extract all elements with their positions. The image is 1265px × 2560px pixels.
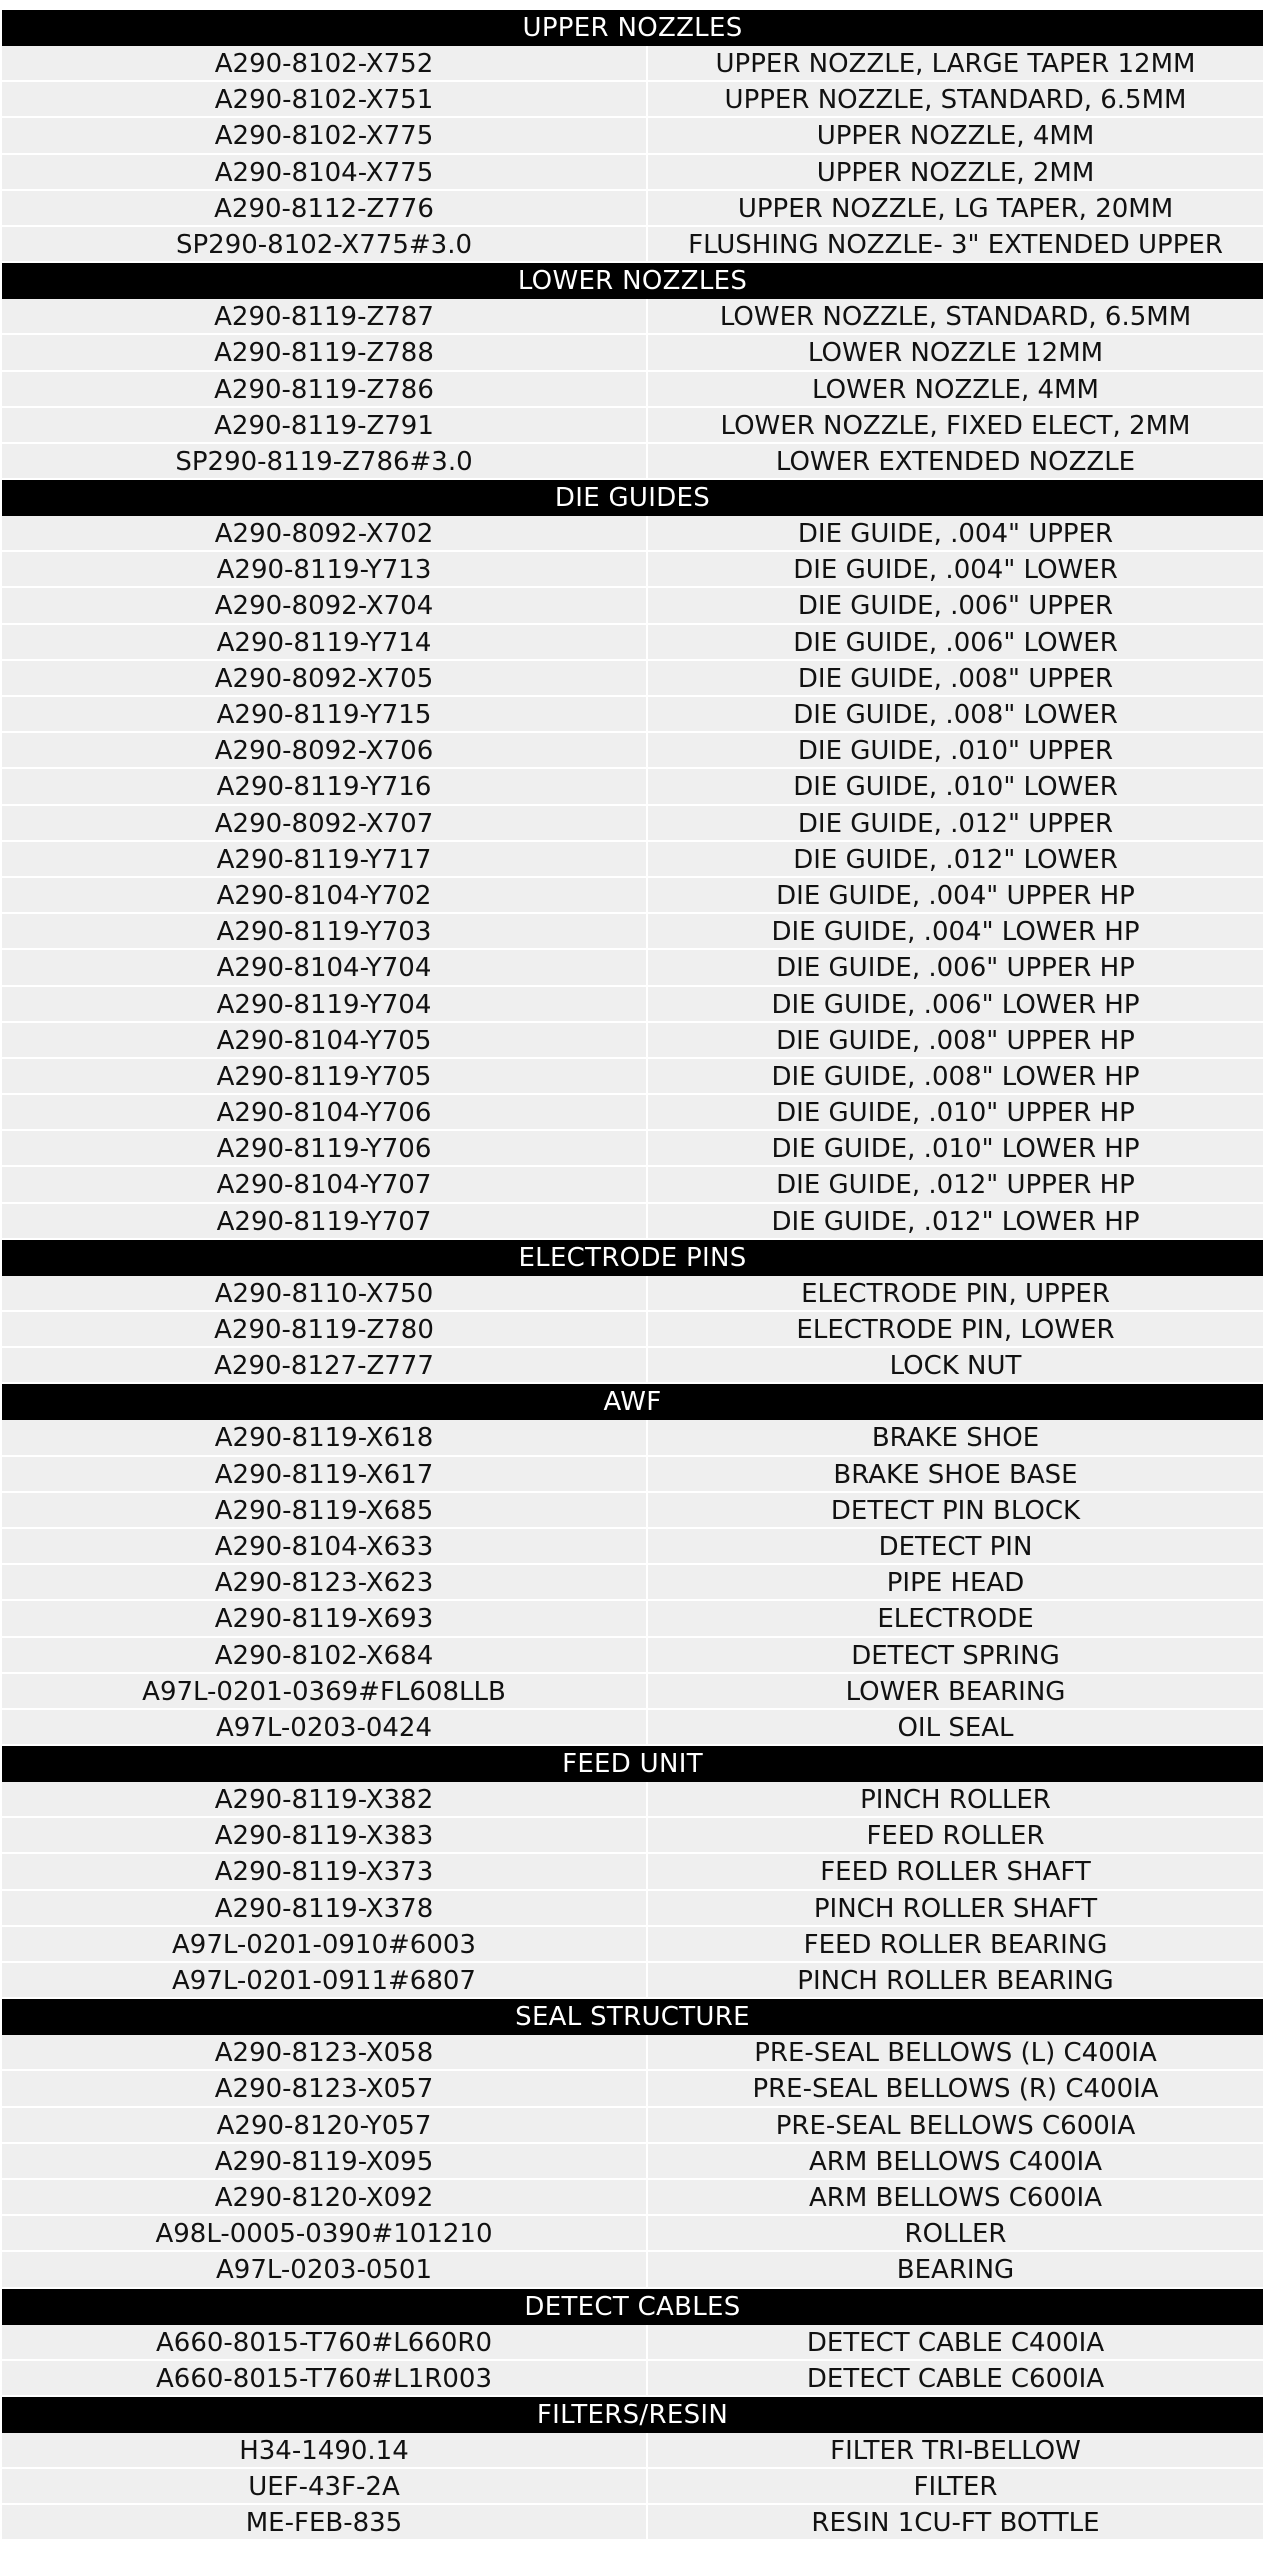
description-cell: LOWER NOZZLE 12MM bbox=[807, 338, 1104, 369]
description-cell: ELECTRODE bbox=[877, 1604, 1034, 1635]
description-cell: PRE-SEAL BELLOWS (R) C400IA bbox=[752, 2074, 1159, 2105]
description-cell: FEED ROLLER bbox=[866, 1821, 1045, 1852]
part-number-cell: A290-8119-Z787 bbox=[2, 299, 648, 333]
section-header: FEED UNIT bbox=[2, 1746, 1263, 1782]
part-number-cell: A290-8123-X057 bbox=[2, 2071, 648, 2105]
section-awf bbox=[2, 1384, 1263, 1746]
description-cell: DIE GUIDE, .008" UPPER bbox=[797, 663, 1114, 694]
part-number-cell: A97L-0203-0501 bbox=[2, 2252, 648, 2286]
description-cell: ELECTRODE PIN, UPPER bbox=[801, 1278, 1110, 1309]
table-row bbox=[2, 661, 1263, 697]
part-number-cell: A290-8119-Y715 bbox=[2, 697, 648, 731]
section-detect-cables bbox=[2, 2289, 1263, 2397]
description-cell: DIE GUIDE, .012" UPPER bbox=[797, 808, 1114, 839]
table-row bbox=[2, 1023, 1263, 1059]
description-cell: LOWER NOZZLE, STANDARD, 6.5MM bbox=[719, 302, 1192, 333]
section-seal-structure bbox=[2, 1999, 1263, 2288]
description-cell: LOWER BEARING bbox=[845, 1676, 1066, 1707]
table-row bbox=[2, 2361, 1263, 2397]
table-row bbox=[2, 2433, 1263, 2469]
table-row bbox=[2, 2035, 1263, 2071]
description-cell: DIE GUIDE, .012" LOWER HP bbox=[771, 1206, 1140, 1237]
part-number-cell: A97L-0203-0424 bbox=[2, 1710, 648, 1744]
part-number-cell: A290-8123-X623 bbox=[2, 1565, 648, 1599]
part-number-cell: A290-8127-Z777 bbox=[2, 1348, 648, 1382]
table-row bbox=[2, 1782, 1263, 1818]
table-row bbox=[2, 1131, 1263, 1167]
table-row bbox=[2, 408, 1263, 444]
section-header: UPPER NOZZLES bbox=[2, 10, 1263, 46]
table-row bbox=[2, 2252, 1263, 2288]
description-cell: PRE-SEAL BELLOWS (L) C400IA bbox=[754, 2038, 1157, 2069]
part-number-cell: A290-8119-X373 bbox=[2, 1854, 648, 1888]
part-number-cell: A660-8015-T760#L1R003 bbox=[2, 2361, 648, 2395]
table-row bbox=[2, 372, 1263, 408]
description-cell: UPPER NOZZLE, 4MM bbox=[816, 121, 1095, 152]
description-cell: DIE GUIDE, .006" UPPER HP bbox=[776, 953, 1135, 984]
table-row bbox=[2, 1167, 1263, 1203]
part-number-cell: A290-8119-Z788 bbox=[2, 335, 648, 369]
description-cell: DETECT PIN bbox=[878, 1531, 1033, 1562]
table-row bbox=[2, 2325, 1263, 2361]
description-cell: DIE GUIDE, .008" LOWER bbox=[793, 700, 1118, 730]
part-number-cell: A290-8102-X752 bbox=[2, 46, 648, 80]
table-row bbox=[2, 227, 1263, 263]
description-cell: DETECT CABLE C400IA bbox=[806, 2327, 1105, 2358]
description-cell: LOWER NOZZLE, FIXED ELECT, 2MM bbox=[720, 410, 1191, 441]
table-row bbox=[2, 697, 1263, 733]
description-cell: DETECT CABLE C600IA bbox=[806, 2363, 1105, 2394]
table-row bbox=[2, 1493, 1263, 1529]
part-number-cell: A290-8104-X775 bbox=[2, 155, 648, 189]
description-cell: PRE-SEAL BELLOWS C600IA bbox=[775, 2110, 1136, 2141]
part-number-cell: ME-FEB-835 bbox=[2, 2505, 648, 2539]
description-cell: DIE GUIDE, .006" UPPER bbox=[797, 591, 1114, 622]
table-row bbox=[2, 1059, 1263, 1095]
table-row bbox=[2, 118, 1263, 154]
table-row bbox=[2, 1927, 1263, 1963]
description-cell: FLUSHING NOZZLE- 3" EXTENDED UPPER bbox=[688, 229, 1223, 260]
table-row bbox=[2, 2144, 1263, 2180]
table-row bbox=[2, 2108, 1263, 2144]
table-row bbox=[2, 46, 1263, 82]
section-die-guides bbox=[2, 480, 1263, 1240]
part-number-cell: A290-8112-Z776 bbox=[2, 191, 648, 225]
description-cell: RESIN 1CU-FT BOTTLE bbox=[811, 2508, 1100, 2539]
table-row bbox=[2, 1276, 1263, 1312]
description-cell: ARM BELLOWS C400IA bbox=[808, 2146, 1103, 2177]
part-number-cell: A290-8119-X382 bbox=[2, 1782, 648, 1816]
description-cell: UPPER NOZZLE, 2MM bbox=[816, 157, 1095, 188]
table-row bbox=[2, 1710, 1263, 1746]
part-number-cell: A290-8119-Y705 bbox=[2, 1059, 648, 1093]
description-cell: ELECTRODE PIN, LOWER bbox=[796, 1315, 1115, 1345]
description-cell: DETECT SPRING bbox=[851, 1640, 1060, 1671]
table-row bbox=[2, 82, 1263, 118]
table-row bbox=[2, 2216, 1263, 2252]
part-number-cell: A290-8119-Y714 bbox=[2, 625, 648, 659]
part-number-cell: A290-8120-Y057 bbox=[2, 2108, 648, 2142]
part-number-cell: A290-8119-Y717 bbox=[2, 842, 648, 876]
part-number-cell: A290-8119-Y713 bbox=[2, 552, 648, 586]
part-number-cell: A290-8119-X693 bbox=[2, 1601, 648, 1635]
description-cell: DIE GUIDE, .008" UPPER HP bbox=[776, 1025, 1135, 1056]
section-header: FILTERS/RESIN bbox=[2, 2397, 1263, 2433]
part-number-cell: A290-8119-Z786 bbox=[2, 372, 648, 406]
part-number-cell: A98L-0005-0390#101210 bbox=[2, 2216, 648, 2250]
table-row bbox=[2, 588, 1263, 624]
table-row bbox=[2, 1674, 1263, 1710]
table-row bbox=[2, 155, 1263, 191]
description-cell: LOCK NUT bbox=[889, 1351, 1022, 1382]
part-number-cell: A290-8119-Y706 bbox=[2, 1131, 648, 1165]
description-cell: UPPER NOZZLE, LG TAPER, 20MM bbox=[737, 193, 1174, 224]
part-number-cell: A290-8104-X633 bbox=[2, 1529, 648, 1563]
part-number-cell: A290-8102-X775 bbox=[2, 118, 648, 152]
description-cell: ARM BELLOWS C600IA bbox=[808, 2182, 1103, 2213]
table-row bbox=[2, 2071, 1263, 2107]
table-row bbox=[2, 1529, 1263, 1565]
table-row bbox=[2, 2469, 1263, 2505]
table-row bbox=[2, 1963, 1263, 1999]
description-cell: BEARING bbox=[896, 2255, 1015, 2286]
section-lower-nozzles bbox=[2, 263, 1263, 480]
part-number-cell: A290-8092-X704 bbox=[2, 588, 648, 622]
table-row bbox=[2, 1095, 1263, 1131]
description-cell: DIE GUIDE, .004" LOWER HP bbox=[771, 917, 1140, 948]
description-cell: BRAKE SHOE bbox=[871, 1423, 1040, 1454]
part-number-cell: A290-8119-X618 bbox=[2, 1420, 648, 1454]
part-number-cell: A290-8119-Z791 bbox=[2, 408, 648, 442]
table-row bbox=[2, 2505, 1263, 2541]
table-row bbox=[2, 516, 1263, 552]
part-number-cell: A290-8119-Z780 bbox=[2, 1312, 648, 1346]
description-cell: PIPE HEAD bbox=[886, 1568, 1025, 1599]
description-cell: DETECT PIN BLOCK bbox=[830, 1495, 1081, 1526]
table-row bbox=[2, 769, 1263, 805]
description-cell: FILTER TRI-BELLOW bbox=[830, 2435, 1081, 2466]
section-header: SEAL STRUCTURE bbox=[2, 1999, 1263, 2035]
table-row bbox=[2, 950, 1263, 986]
part-number-cell: A290-8119-Y704 bbox=[2, 987, 648, 1021]
part-number-cell: A290-8119-Y716 bbox=[2, 769, 648, 803]
description-cell: LOWER NOZZLE, 4MM bbox=[812, 374, 1099, 405]
part-number-cell: UEF-43F-2A bbox=[2, 2469, 648, 2503]
part-number-cell: A290-8092-X707 bbox=[2, 806, 648, 840]
description-cell: DIE GUIDE, .012" UPPER HP bbox=[776, 1170, 1135, 1201]
part-number-cell: A290-8119-X685 bbox=[2, 1493, 648, 1527]
part-number-cell: A290-8119-X617 bbox=[2, 1457, 648, 1491]
section-header: LOWER NOZZLES bbox=[2, 263, 1263, 299]
description-cell: PINCH ROLLER bbox=[860, 1785, 1051, 1816]
table-row bbox=[2, 878, 1263, 914]
table-row bbox=[2, 1818, 1263, 1854]
table-row bbox=[2, 335, 1263, 371]
part-number-cell: A290-8092-X705 bbox=[2, 661, 648, 695]
table-row bbox=[2, 1348, 1263, 1384]
part-number-cell: A290-8119-X383 bbox=[2, 1818, 648, 1852]
table-row bbox=[2, 1891, 1263, 1927]
table-row bbox=[2, 191, 1263, 227]
description-cell: DIE GUIDE, .012" LOWER bbox=[793, 844, 1118, 875]
description-cell: DIE GUIDE, .010" LOWER HP bbox=[771, 1134, 1140, 1165]
section-header: AWF bbox=[2, 1384, 1263, 1420]
part-number-cell: SP290-8119-Z786#3.0 bbox=[2, 444, 648, 478]
description-cell: DIE GUIDE, .004" LOWER bbox=[793, 555, 1118, 586]
description-cell: ROLLER bbox=[904, 2219, 1007, 2250]
part-number-cell: A97L-0201-0369#FL608LLB bbox=[2, 1674, 648, 1708]
part-number-cell: A290-8092-X706 bbox=[2, 733, 648, 767]
part-number-cell: A97L-0201-0910#6003 bbox=[2, 1927, 648, 1961]
section-header: DIE GUIDES bbox=[2, 480, 1263, 516]
part-number-cell: A290-8104-Y707 bbox=[2, 1167, 648, 1201]
table-row bbox=[2, 444, 1263, 480]
section-header: DETECT CABLES bbox=[2, 2289, 1263, 2325]
section-electrode-pins bbox=[2, 1240, 1263, 1385]
part-number-cell: A290-8119-X378 bbox=[2, 1891, 648, 1925]
table-row bbox=[2, 625, 1263, 661]
table-row bbox=[2, 552, 1263, 588]
section-upper-nozzles bbox=[2, 10, 1263, 263]
table-row bbox=[2, 806, 1263, 842]
part-number-cell: A290-8104-Y702 bbox=[2, 878, 648, 912]
table-row bbox=[2, 1601, 1263, 1637]
part-number-cell: A660-8015-T760#L660R0 bbox=[2, 2325, 648, 2359]
table-row bbox=[2, 914, 1263, 950]
part-number-cell: A97L-0201-0911#6807 bbox=[2, 1963, 648, 1997]
part-number-cell: A290-8102-X751 bbox=[2, 82, 648, 116]
table-row bbox=[2, 733, 1263, 769]
description-cell: UPPER NOZZLE, STANDARD, 6.5MM bbox=[724, 85, 1187, 116]
section-header: ELECTRODE PINS bbox=[2, 1240, 1263, 1276]
section-filters-resin bbox=[2, 2397, 1263, 2542]
part-number-cell: A290-8092-X702 bbox=[2, 516, 648, 550]
table-row bbox=[2, 1204, 1263, 1240]
table-row bbox=[2, 1457, 1263, 1493]
part-number-cell: A290-8104-Y705 bbox=[2, 1023, 648, 1057]
description-cell: DIE GUIDE, .010" LOWER bbox=[793, 772, 1118, 803]
table-row bbox=[2, 1565, 1263, 1601]
description-cell: DIE GUIDE, .010" UPPER bbox=[797, 736, 1114, 767]
part-number-cell: A290-8119-Y707 bbox=[2, 1204, 648, 1238]
description-cell: DIE GUIDE, .010" UPPER HP bbox=[776, 1098, 1135, 1129]
part-number-cell: A290-8123-X058 bbox=[2, 2035, 648, 2069]
part-number-cell: A290-8120-X092 bbox=[2, 2180, 648, 2214]
part-number-cell: A290-8119-Y703 bbox=[2, 914, 648, 948]
table-row bbox=[2, 1638, 1263, 1674]
description-cell: PINCH ROLLER BEARING bbox=[797, 1966, 1114, 1996]
description-cell: DIE GUIDE, .004" UPPER bbox=[797, 519, 1114, 550]
description-cell: PINCH ROLLER SHAFT bbox=[813, 1893, 1098, 1924]
description-cell: FEED ROLLER SHAFT bbox=[820, 1857, 1091, 1888]
description-cell: BRAKE SHOE BASE bbox=[833, 1459, 1078, 1490]
description-cell: DIE GUIDE, .006" LOWER bbox=[793, 627, 1118, 658]
part-number-cell: A290-8110-X750 bbox=[2, 1276, 648, 1310]
description-cell: FEED ROLLER BEARING bbox=[803, 1929, 1108, 1960]
description-cell: OIL SEAL bbox=[897, 1712, 1014, 1743]
table-row bbox=[2, 299, 1263, 335]
part-number-cell: A290-8104-Y704 bbox=[2, 950, 648, 984]
part-number-cell: A290-8102-X684 bbox=[2, 1638, 648, 1672]
part-number-cell: A290-8119-X095 bbox=[2, 2144, 648, 2178]
description-cell: DIE GUIDE, .006" LOWER HP bbox=[771, 989, 1140, 1020]
description-cell: LOWER EXTENDED NOZZLE bbox=[775, 446, 1136, 477]
table-row bbox=[2, 1420, 1263, 1456]
description-cell: UPPER NOZZLE, LARGE TAPER 12MM bbox=[715, 49, 1196, 79]
section-feed-unit bbox=[2, 1746, 1263, 1999]
description-cell: FILTER bbox=[913, 2472, 998, 2503]
table-row bbox=[2, 842, 1263, 878]
table-row bbox=[2, 987, 1263, 1023]
part-number-cell: H34-1490.14 bbox=[2, 2433, 648, 2467]
part-number-cell: A290-8104-Y706 bbox=[2, 1095, 648, 1129]
table-row bbox=[2, 1854, 1263, 1890]
part-number-cell: SP290-8102-X775#3.0 bbox=[2, 227, 648, 261]
description-cell: DIE GUIDE, .004" UPPER HP bbox=[776, 880, 1135, 911]
parts-table bbox=[2, 0, 1263, 2541]
description-cell: DIE GUIDE, .008" LOWER HP bbox=[771, 1061, 1140, 1092]
table-row bbox=[2, 1312, 1263, 1348]
table-row bbox=[2, 2180, 1263, 2216]
